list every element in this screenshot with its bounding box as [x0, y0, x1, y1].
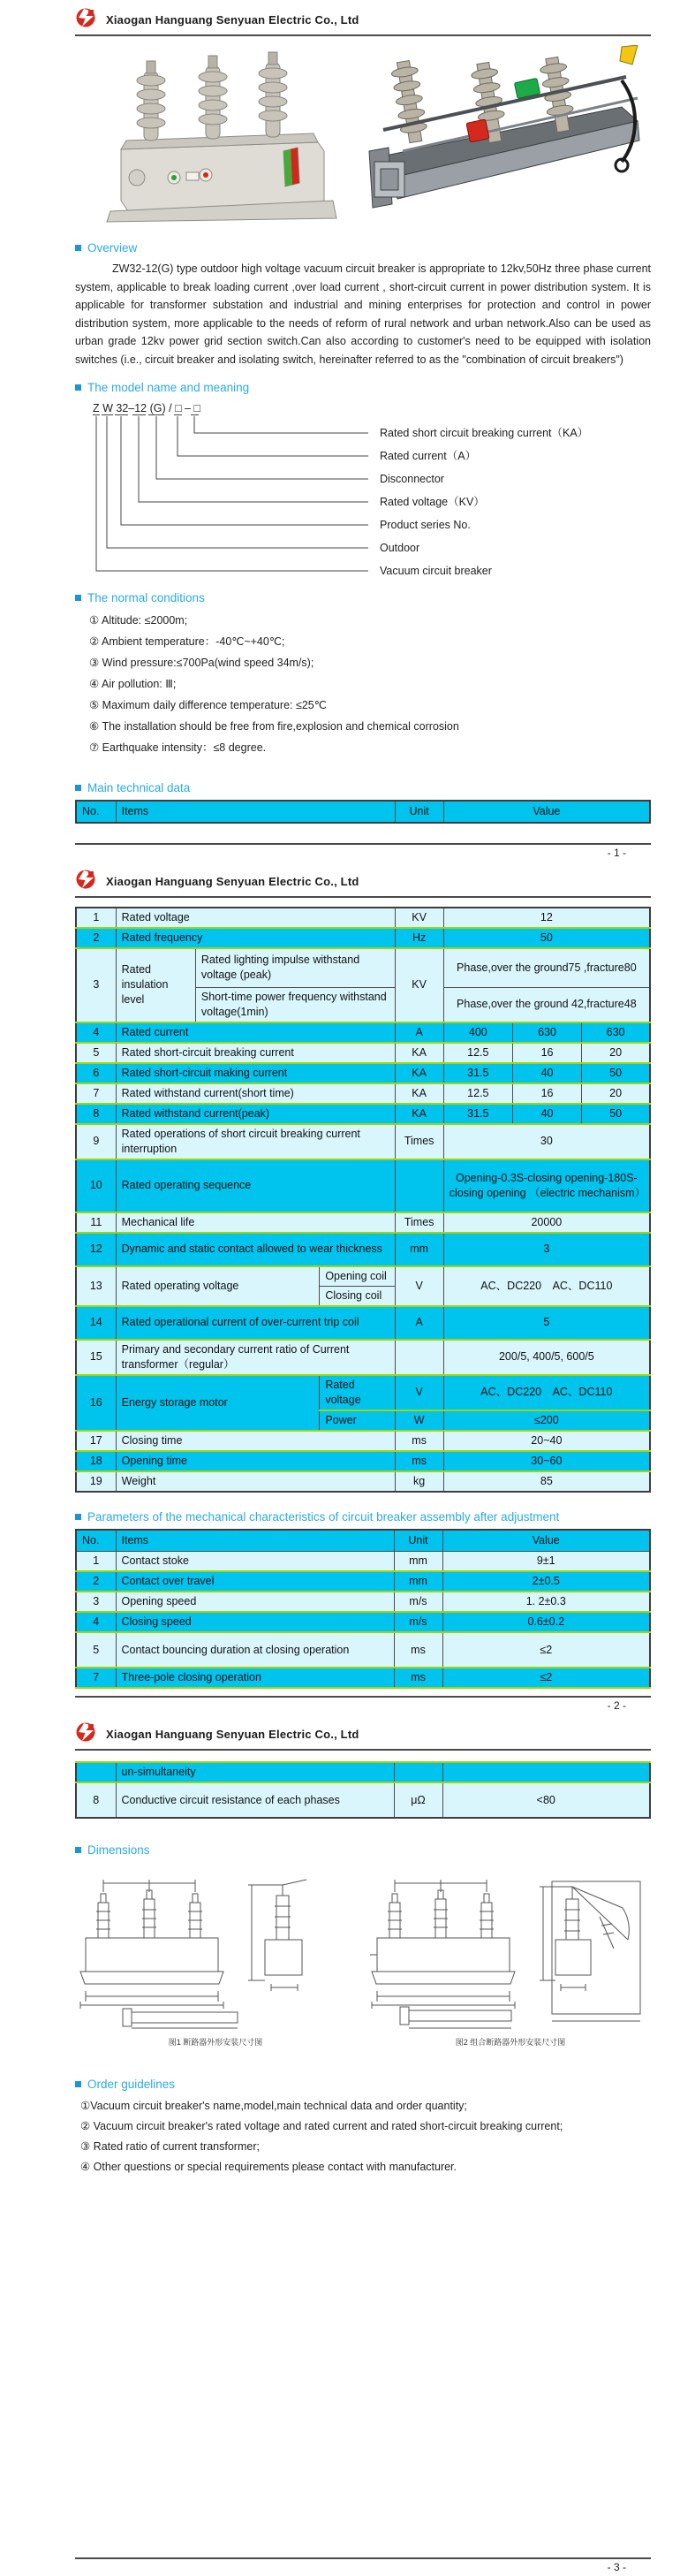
mechanical-table	[75, 1529, 651, 1690]
cell-unit: KV	[395, 948, 443, 1022]
cell-value: 30~60	[443, 1451, 650, 1471]
cell-no: 2	[76, 1571, 116, 1592]
cell-item: Mechanical life	[116, 1212, 395, 1233]
section-bullet-icon	[75, 785, 81, 791]
page-number: - 3 -	[607, 2561, 626, 2573]
cell-value: 20	[582, 1043, 650, 1063]
cell-item: Closing speed	[116, 1612, 394, 1632]
cell-no: 13	[76, 1266, 116, 1306]
cell-item: Rated short-circuit breaking current	[116, 1043, 395, 1063]
table-row	[76, 1471, 650, 1492]
main-technical-table	[75, 907, 651, 1493]
cell-value: 5	[443, 1306, 650, 1340]
cell-item: Rated operational current of over-current trip coil	[116, 1306, 395, 1340]
mech-heading-row	[75, 1510, 651, 1524]
cell-no: 1	[76, 908, 116, 928]
product-photo-right	[357, 45, 651, 229]
cell-value: 20~40	[443, 1431, 650, 1451]
cell-unit: m/s	[394, 1592, 442, 1612]
cell-unit: mm	[394, 1552, 442, 1572]
order-item: ③ Rated ratio of current transformer;	[80, 2140, 260, 2153]
table-row	[76, 1212, 650, 1233]
col-no: No.	[76, 801, 116, 823]
figure-2	[370, 1864, 651, 2048]
cell-value: 85	[443, 1471, 650, 1492]
dimensions-heading: Dimensions	[87, 1843, 150, 1857]
model-label: Disconnector	[380, 473, 444, 485]
conditions-heading: The normal conditions	[87, 591, 205, 604]
condition-item: ⑤ Maximum daily difference temperature: ≤25℃	[89, 699, 327, 711]
header-rule	[75, 896, 651, 898]
cell-no: 17	[76, 1431, 116, 1451]
condition-item: ③ Wind pressure:≤700Pa(wind speed 34m/s);	[89, 657, 314, 669]
table-row	[76, 1451, 650, 1471]
header-rule	[75, 1749, 651, 1751]
cell-value: 3	[443, 1233, 650, 1266]
product-photos	[75, 45, 651, 229]
cell-unit: KV	[395, 908, 443, 928]
cell-no: 7	[76, 1668, 116, 1688]
col-items: Items	[116, 801, 395, 823]
cell-item: Rated operations of short circuit breaking current interruption	[116, 1124, 395, 1159]
cell-subitem: Opening coil	[320, 1266, 395, 1287]
table-row	[76, 1612, 650, 1632]
cell-value: 16	[512, 1043, 581, 1063]
conditions-heading-row	[75, 591, 651, 604]
model-label: Outdoor	[380, 542, 420, 554]
cell-item: Energy storage motor	[116, 1375, 320, 1431]
cell-item: Primary and secondary current ratio of Current transformer（regular）	[116, 1340, 395, 1375]
cell-value: 40	[512, 1063, 581, 1083]
table-row	[76, 1083, 650, 1104]
cell-unit: mm	[394, 1571, 442, 1592]
cell-item: Rated current	[116, 1022, 395, 1043]
cell-item: Three-pole closing operation	[116, 1668, 394, 1688]
condition-item: ⑥ The installation should be free from fire,explosion and chemical corrosion	[89, 720, 459, 733]
section-bullet-icon	[75, 1514, 81, 1520]
cell-unit: A	[395, 1306, 443, 1340]
table-row	[76, 1266, 650, 1287]
cell-value: 630	[512, 1022, 581, 1043]
cell-value: 31.5	[443, 1104, 512, 1124]
main-data-heading: Main technical data	[87, 781, 191, 794]
cell-unit: W	[395, 1410, 443, 1431]
header-rule	[75, 34, 651, 36]
model-code: Z W 32–12 (G) / □ – □	[93, 402, 201, 414]
cell-item: Rated withstand current(short time)	[116, 1083, 395, 1104]
cell-value: 12.5	[443, 1043, 512, 1063]
cell-item: Conductive circuit resistance of each phases	[116, 1782, 394, 1818]
cell-value: 20000	[443, 1212, 650, 1233]
section-bullet-icon	[75, 384, 81, 391]
cell-value: 400	[443, 1022, 512, 1043]
main-technical-table-header	[75, 800, 651, 824]
page-number: - 2 -	[607, 1699, 626, 1712]
cell-no: 11	[76, 1212, 116, 1233]
table-row	[76, 1104, 650, 1124]
cell-item: Contact stoke	[116, 1552, 394, 1572]
cell-value: ≤2	[442, 1668, 650, 1688]
cell-value: Opening-0.3S-closing opening-180S-closing opening （electric mechanism）	[443, 1159, 650, 1212]
cell-item: Rated insulation level	[116, 948, 195, 1022]
cell-value: 50	[582, 1104, 650, 1124]
table-row	[76, 1552, 650, 1572]
cell-no: 10	[76, 1159, 116, 1212]
cell-unit: mm	[395, 1233, 443, 1266]
figure-1-caption: 图1 断路器外形安装尺寸图	[168, 2038, 263, 2047]
table-row	[76, 1124, 650, 1159]
cell-value: 9±1	[442, 1552, 650, 1572]
model-label: Product series No.	[380, 519, 471, 531]
cell-no: 12	[76, 1233, 116, 1266]
overview-heading-row	[75, 241, 651, 255]
cell-value: 200/5, 400/5, 600/5	[443, 1340, 650, 1375]
condition-item: ② Ambient temperature：-40℃~+40℃;	[89, 635, 285, 648]
document-header	[75, 0, 651, 36]
cell-subitem: Power	[320, 1410, 395, 1431]
cell-subitem: Short-time power frequency withstand voltage(1min)	[195, 987, 395, 1022]
cell-item: Rated voltage	[116, 908, 395, 928]
main-data-heading-row	[75, 781, 651, 794]
model-meaning-diagram	[75, 399, 649, 574]
cell-unit: KA	[395, 1083, 443, 1104]
mech-heading: Parameters of the mechanical characteristics of circuit breaker assembly after adjustment	[87, 1509, 560, 1524]
company-name: Xiaogan Hanguang Senyuan Electric Co., Ltd	[106, 1727, 359, 1741]
cell-value: 16	[512, 1083, 581, 1104]
figure-2-caption: 图2 组合断路器外形安装尺寸图	[455, 2038, 566, 2047]
cell-no: 4	[76, 1022, 116, 1043]
cell-unit: KA	[395, 1043, 443, 1063]
table-row	[76, 1668, 650, 1688]
cell-no: 16	[76, 1375, 116, 1431]
section-bullet-icon	[75, 245, 81, 251]
dimension-figures	[75, 1864, 651, 2048]
section-bullet-icon	[75, 595, 81, 601]
company-logo-icon	[75, 1721, 98, 1747]
figure-1-drawing	[75, 1864, 356, 2030]
col-unit: Unit	[395, 801, 443, 823]
cell-value: 30	[443, 1124, 650, 1159]
overview-paragraph: ZW32-12(G) type outdoor high voltage vacuum circuit breaker is appropriate to 12kv,50Hz three phase current system, applicable to break loading current ,over load current , short-circuit current in power distribution system. It is applicable for transformer substation and industrial and mining enterprises for protection and control in power distribution system, more applicable to the needs of reform of rural network and urban network.Also can be used as urban grade 12kv power grid section switch.Can also according to customer's need to be equipped with isolation switches (i.e., circuit breaker and isolating switch, hereinafter referred to as the "combination of circuit breakers")	[75, 262, 651, 366]
cell-no: 3	[76, 948, 116, 1022]
cell-value: Phase,over the ground75 ,fracture80	[443, 948, 650, 987]
cell-unit	[394, 1762, 442, 1782]
cell-value: AC、DC220 AC、DC110	[443, 1375, 650, 1410]
cell-no: 3	[76, 1592, 116, 1612]
table-row	[76, 1233, 650, 1266]
cell-item: Opening speed	[116, 1592, 394, 1612]
cell-no: 5	[76, 1632, 116, 1668]
cell-item: Contact bouncing duration at closing operation	[116, 1632, 394, 1668]
cell-no: 4	[76, 1612, 116, 1632]
col-value: Value	[443, 801, 650, 823]
cell-value: 12	[443, 908, 650, 928]
cell-no: 6	[76, 1063, 116, 1083]
cell-subitem: Rated voltage	[320, 1375, 395, 1410]
figure-1	[75, 1864, 356, 2048]
cell-item: Weight	[116, 1471, 395, 1492]
cell-no: 7	[76, 1083, 116, 1104]
document-header	[75, 862, 651, 898]
overview-heading: Overview	[87, 241, 138, 255]
condition-item: ④ Air pollution: Ⅲ;	[89, 678, 177, 690]
cell-no: 9	[76, 1124, 116, 1159]
order-item: ② Vacuum circuit breaker's rated voltage and rated current and rated short-circuit breaking current;	[80, 2120, 563, 2132]
table-row	[76, 1782, 650, 1818]
table-row	[76, 1340, 650, 1375]
cell-item: Opening time	[116, 1451, 395, 1471]
col-value: Value	[442, 1530, 650, 1552]
cell-value: 31.5	[443, 1063, 512, 1083]
col-unit: Unit	[394, 1530, 442, 1552]
cell-unit	[395, 1159, 443, 1212]
cell-no: 8	[76, 1104, 116, 1124]
cell-value: 0.6±0.2	[442, 1612, 650, 1632]
cell-value: 630	[582, 1022, 650, 1043]
col-no: No.	[76, 1530, 116, 1552]
order-heading: Order guidelines	[87, 2078, 176, 2091]
order-heading-row	[75, 2078, 651, 2091]
figure-2-drawing	[370, 1864, 651, 2030]
cell-unit	[395, 1340, 443, 1375]
cell-value: ≤200	[443, 1410, 650, 1431]
order-item: ④ Other questions or special requirements please contact with manufacturer.	[80, 2161, 457, 2173]
cell-unit: ms	[395, 1451, 443, 1471]
cell-unit: Hz	[395, 928, 443, 948]
page-3	[0, 1714, 680, 2576]
model-label: Rated current（A）	[380, 450, 477, 462]
company-name: Xiaogan Hanguang Senyuan Electric Co., Ltd	[106, 874, 359, 888]
col-items: Items	[116, 1530, 394, 1552]
model-label: Vacuum circuit breaker	[380, 565, 492, 574]
cell-unit: μΩ	[394, 1782, 442, 1818]
cell-unit: m/s	[394, 1612, 442, 1632]
cell-no: 2	[76, 928, 116, 948]
cell-item: Dynamic and static contact allowed to wear thickness	[116, 1233, 395, 1266]
table-header-row	[76, 801, 650, 823]
table-row	[76, 1375, 650, 1410]
cell-unit: ms	[394, 1632, 442, 1668]
cell-value: Phase,over the ground 42,fracture48	[443, 987, 650, 1022]
cell-value: ≤2	[442, 1632, 650, 1668]
cell-no	[76, 1762, 116, 1782]
cell-unit: A	[395, 1022, 443, 1043]
cell-value: AC、DC220 AC、DC110	[443, 1266, 650, 1306]
page-1	[0, 0, 680, 862]
cell-item: Contact over travel	[116, 1571, 394, 1592]
table-row	[76, 1431, 650, 1451]
page-footer	[75, 2557, 651, 2573]
cell-item: Rated frequency	[116, 928, 395, 948]
table-row	[76, 1159, 650, 1212]
cell-value: 2±0.5	[442, 1571, 650, 1592]
cell-unit: Times	[395, 1212, 443, 1233]
cell-no: 14	[76, 1306, 116, 1340]
page-footer	[75, 843, 651, 859]
cell-value: 40	[512, 1104, 581, 1124]
table-row	[76, 948, 650, 987]
table-header-row	[76, 1530, 650, 1552]
condition-item: ⑦ Earthquake intensity：≤8 degree.	[89, 741, 267, 754]
table-row	[76, 908, 650, 928]
section-bullet-icon	[75, 2081, 81, 2087]
cell-item: Rated withstand current(peak)	[116, 1104, 395, 1124]
cell-value: 20	[582, 1083, 650, 1104]
cell-unit: Times	[395, 1124, 443, 1159]
page-footer	[75, 1696, 651, 1712]
page-2	[0, 862, 680, 1714]
cell-item: un-simultaneity	[116, 1762, 394, 1782]
cell-value: 12.5	[443, 1083, 512, 1104]
document-header	[75, 1714, 651, 1751]
table-row	[76, 1063, 650, 1083]
page-number: - 1 -	[607, 847, 626, 859]
cell-no: 15	[76, 1340, 116, 1375]
cell-no: 19	[76, 1471, 116, 1492]
model-heading: The model name and meaning	[87, 381, 250, 394]
cell-no: 18	[76, 1451, 116, 1471]
section-bullet-icon	[75, 1847, 81, 1853]
product-photo-left	[75, 45, 344, 229]
order-item: ①Vacuum circuit breaker's name,model,main technical data and order quantity;	[80, 2100, 467, 2112]
condition-item: ① Altitude: ≤2000m;	[89, 614, 188, 627]
cell-subitem: Closing coil	[320, 1286, 395, 1306]
table-row	[76, 1022, 650, 1043]
cell-item: Rated operating voltage	[116, 1266, 320, 1306]
table-row	[76, 1306, 650, 1340]
cell-no: 8	[76, 1782, 116, 1818]
cell-unit: KA	[395, 1104, 443, 1124]
company-logo-icon	[75, 869, 98, 894]
cell-unit: ms	[395, 1431, 443, 1451]
cell-value: 50	[443, 928, 650, 948]
table-row	[76, 1043, 650, 1063]
cell-value	[442, 1762, 650, 1782]
cell-value: 50	[582, 1063, 650, 1083]
cell-unit: kg	[395, 1471, 443, 1492]
cell-no: 1	[76, 1552, 116, 1572]
cell-unit: KA	[395, 1063, 443, 1083]
cell-value: 1. 2±0.3	[442, 1592, 650, 1612]
table-row	[76, 1632, 650, 1668]
company-name: Xiaogan Hanguang Senyuan Electric Co., Ltd	[106, 12, 359, 27]
cell-unit: ms	[394, 1668, 442, 1688]
table-row	[76, 1571, 650, 1592]
model-label: Rated short circuit breaking current（KA）	[380, 427, 589, 439]
cell-item: Closing time	[116, 1431, 395, 1451]
dimensions-heading-row	[75, 1843, 651, 1857]
cell-unit: V	[395, 1266, 443, 1306]
company-logo-icon	[75, 7, 98, 33]
cell-unit: V	[395, 1375, 443, 1410]
cell-no: 5	[76, 1043, 116, 1063]
table-row	[76, 1592, 650, 1612]
table-row	[76, 1762, 650, 1782]
cell-item: Rated short-circuit making current	[116, 1063, 395, 1083]
model-heading-row	[75, 381, 651, 394]
table-row	[76, 928, 650, 948]
model-label: Rated voltage（KV）	[380, 496, 485, 508]
cell-value: <80	[442, 1782, 650, 1818]
cell-item: Rated operating sequence	[116, 1159, 395, 1212]
cell-subitem: Rated lighting impulse withstand voltage (peak)	[195, 948, 395, 987]
mechanical-table-continued	[75, 1761, 651, 1819]
